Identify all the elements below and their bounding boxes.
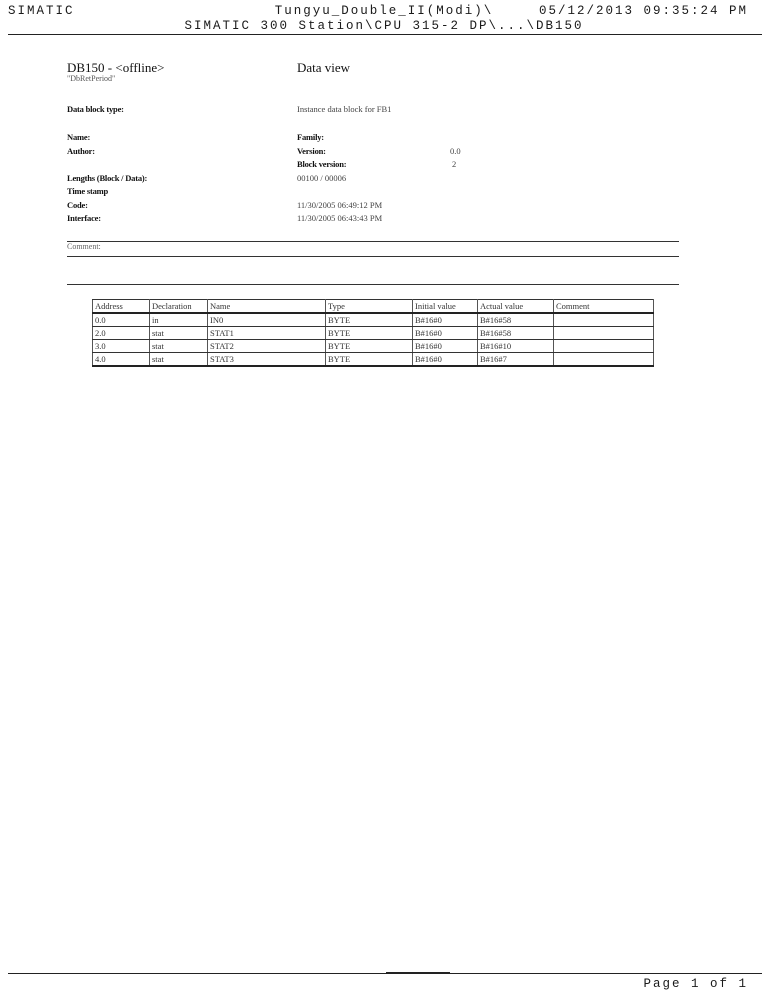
version-label: Version: (297, 146, 326, 156)
page-number: Page 1 of 1 (643, 977, 748, 991)
cell-comment (554, 353, 654, 367)
timestamp-label: Time stamp (67, 186, 109, 196)
column-header-name: Name (208, 300, 326, 314)
table-header-row (93, 300, 654, 314)
header-project: Tungyu_Double_II(Modi)\ (274, 4, 494, 18)
header-block-path: SIMATIC 300 Station\CPU 315-2 DP\...\DB150 (184, 19, 584, 33)
cell-comment (554, 327, 654, 340)
code-label: Code: (67, 200, 88, 210)
column-header-address: Address (93, 300, 150, 314)
column-header-actual-value: Actual value (478, 300, 554, 314)
cell-name: STAT2 (208, 340, 326, 353)
lengths-value: 00100 / 00006 (297, 173, 347, 183)
cell-declaration: stat (150, 340, 208, 353)
cell-declaration: stat (150, 353, 208, 367)
block-title: DB150 - <offline> (67, 60, 165, 75)
column-header-declaration: Declaration (150, 300, 208, 314)
cell-actual-value: B#16#7 (478, 353, 554, 367)
table-row (93, 327, 654, 340)
block-version-value: 2 (452, 159, 457, 169)
block-type-label: Data block type: (67, 104, 124, 114)
cell-type: BYTE (326, 340, 413, 353)
interface-label: Interface: (67, 213, 101, 223)
version-value: 0.0 (450, 146, 461, 156)
cell-type: BYTE (326, 327, 413, 340)
interface-timestamp: 11/30/2005 06:43:43 PM (297, 213, 383, 223)
cell-comment (554, 313, 654, 327)
header-timestamp: 05/12/2013 09:35:24 PM (538, 4, 748, 18)
cell-actual-value: B#16#58 (478, 327, 554, 340)
cell-initial-value: B#16#0 (413, 313, 478, 327)
table-row (93, 353, 654, 367)
column-header-comment: Comment (554, 300, 654, 314)
cell-type: BYTE (326, 313, 413, 327)
comment-label: Comment: (67, 242, 101, 251)
cell-address: 0.0 (93, 313, 150, 327)
comment-top-rule (67, 241, 679, 242)
cell-declaration: stat (150, 327, 208, 340)
table-row (93, 313, 654, 327)
block-version-label: Block version: (297, 159, 347, 169)
cell-type: BYTE (326, 353, 413, 367)
data-table (92, 299, 654, 367)
cell-declaration: in (150, 313, 208, 327)
cell-name: STAT3 (208, 353, 326, 367)
cell-actual-value: B#16#58 (478, 313, 554, 327)
name-label: Name: (67, 132, 91, 142)
code-timestamp: 11/30/2005 06:49:12 PM (297, 200, 383, 210)
author-label: Author: (67, 146, 95, 156)
cell-comment (554, 340, 654, 353)
cell-address: 3.0 (93, 340, 150, 353)
footer-accent-rule (386, 972, 450, 974)
cell-name: IN0 (208, 313, 326, 327)
section-rule (67, 284, 679, 285)
cell-initial-value: B#16#0 (413, 327, 478, 340)
cell-address: 2.0 (93, 327, 150, 340)
block-symbol: "DbRetPeriod" (67, 74, 116, 83)
comment-bottom-rule (67, 256, 679, 257)
table-row (93, 340, 654, 353)
block-type-value: Instance data block for FB1 (297, 104, 392, 114)
cell-address: 4.0 (93, 353, 150, 367)
cell-name: STAT1 (208, 327, 326, 340)
cell-initial-value: B#16#0 (413, 353, 478, 367)
view-title: Data view (297, 60, 351, 75)
cell-actual-value: B#16#10 (478, 340, 554, 353)
page-header (0, 0, 768, 36)
header-product: SIMATIC (8, 4, 75, 18)
column-header-initial-value: Initial value (413, 300, 478, 314)
column-header-type: Type (326, 300, 413, 314)
footer-divider (8, 973, 762, 974)
family-label: Family: (297, 132, 324, 142)
cell-initial-value: B#16#0 (413, 340, 478, 353)
lengths-label: Lengths (Block / Data): (67, 173, 148, 183)
header-divider (8, 34, 762, 35)
